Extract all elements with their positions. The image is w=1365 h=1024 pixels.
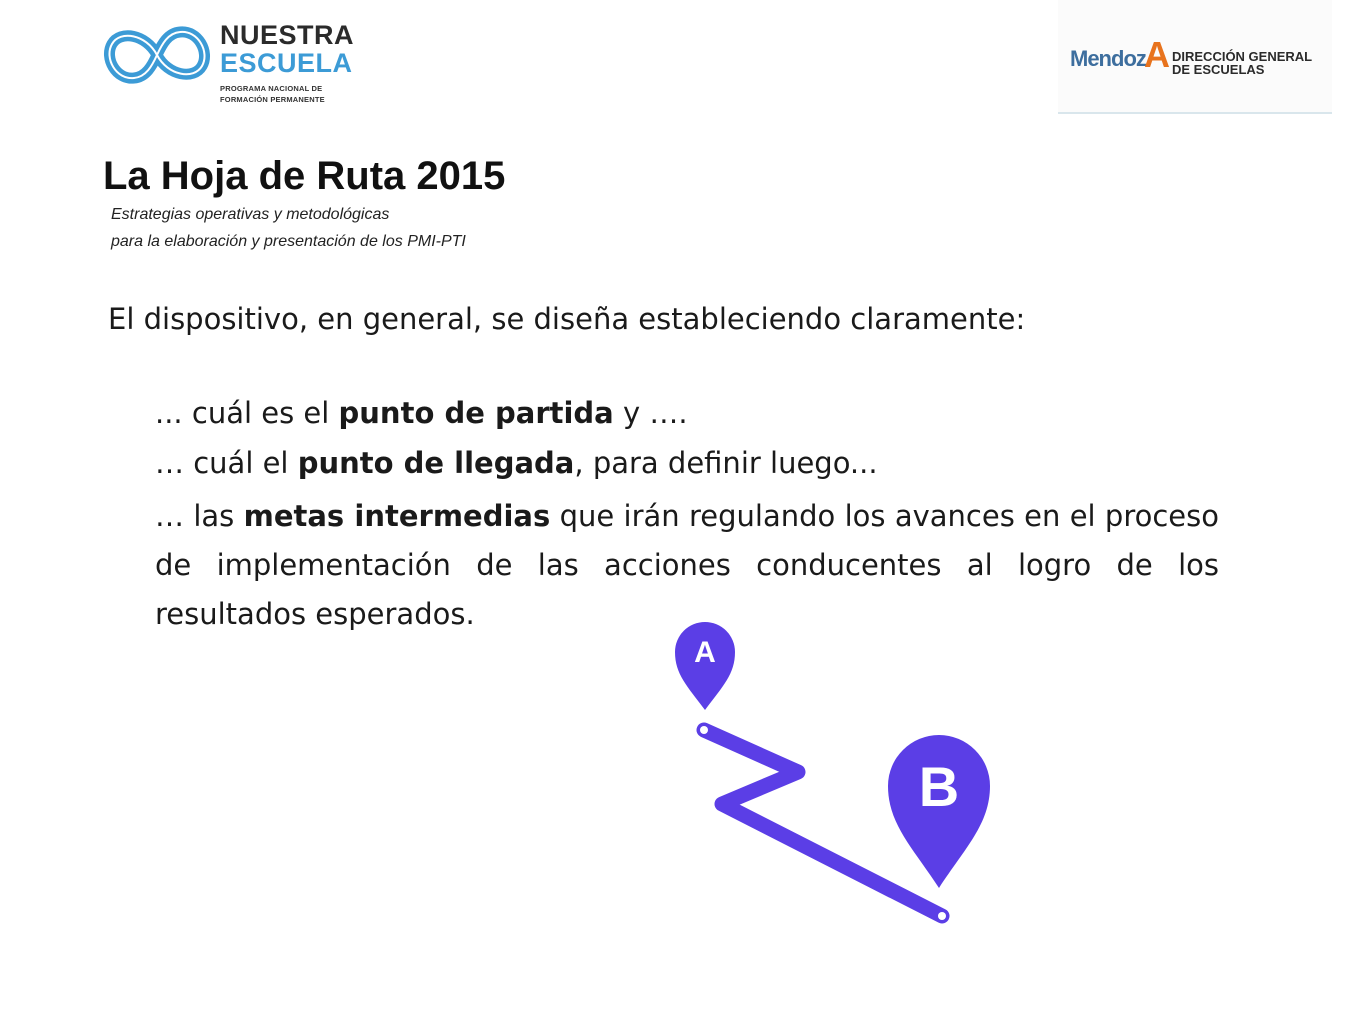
point-arrival-post: , para definir luego...: [574, 446, 878, 480]
intro-text: El dispositivo, en general, se diseña estableciendo claramente:: [108, 302, 1026, 336]
pin-b-label: B: [918, 755, 960, 818]
logo-subtext-2: FORMACIÓN PERMANENTE: [220, 95, 325, 104]
dge-text-line1: DIRECCIÓN GENERAL: [1172, 49, 1313, 64]
point-starting-post: y ….: [613, 396, 688, 430]
logo-subtext-1: PROGRAMA NACIONAL DE: [220, 84, 323, 93]
route-a-to-b-icon: [612, 596, 1056, 972]
point-starting-bold: punto de partida: [338, 396, 614, 430]
point-goals-pre: … las: [155, 499, 244, 533]
dge-mendoza-logo: [1058, 0, 1332, 114]
subtitle-line-1: Estrategias operativas y metodológicas: [111, 206, 390, 223]
point-arrival-pre: … cuál el: [155, 446, 298, 480]
dge-text-line2: DE ESCUELAS: [1172, 62, 1265, 77]
route-illustration: [612, 596, 1056, 972]
route-start-dot: [700, 726, 708, 734]
mendoza-wordmark-a: A: [1144, 34, 1170, 75]
point-arrival: [155, 446, 878, 480]
point-starting-pre: ... cuál es el: [155, 396, 339, 430]
point-starting: [155, 396, 688, 430]
pin-a-label: A: [694, 636, 716, 669]
point-arrival-bold: punto de llegada: [297, 446, 575, 480]
logo-text-escuela: ESCUELA: [220, 48, 353, 78]
page-title: La Hoja de Ruta 2015: [103, 154, 506, 198]
route-end-dot: [938, 912, 946, 920]
nuestra-escuela-logo: [98, 18, 355, 110]
mendoza-wordmark: Mendoz: [1070, 46, 1146, 71]
point-goals-post: que irán regulando los avances en el proceso de implementación de las acciones conducentes al logro de los resultados esperados.: [155, 499, 1219, 631]
point-goals-bold: metas intermedias: [243, 499, 551, 533]
logo-text-nuestra: NUESTRA: [220, 20, 355, 50]
infinity-logo-icon: [98, 20, 216, 90]
subtitle-line-2: para la elaboración y presentación de los PMI-PTI: [111, 233, 466, 250]
